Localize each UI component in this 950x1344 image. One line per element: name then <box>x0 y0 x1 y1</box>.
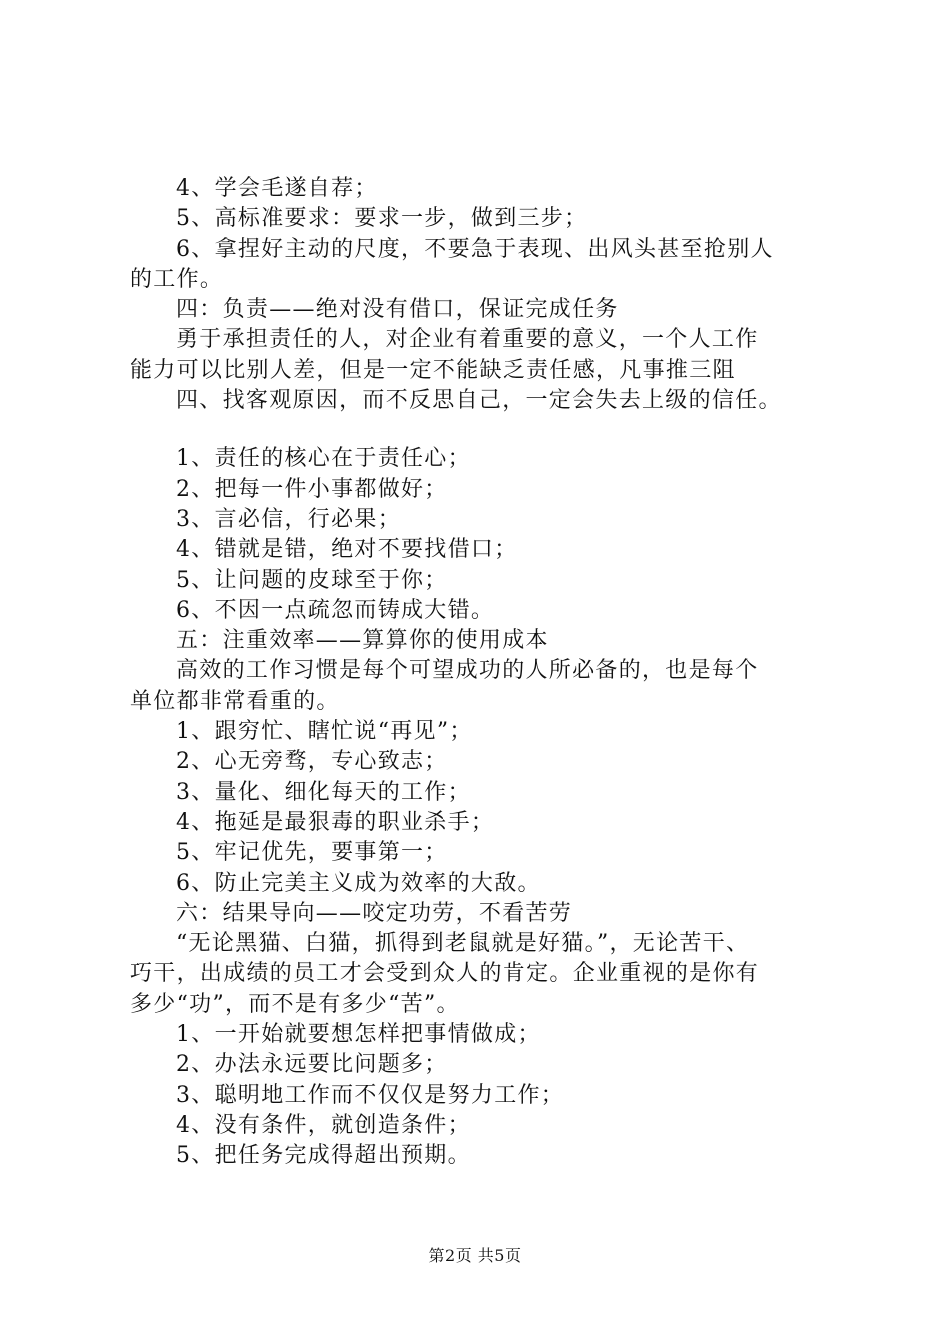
list-item: 4、拖延是最狠毒的职业杀手； <box>176 809 495 835</box>
paragraph-line: “无论黑猫、白猫，抓得到老鼠就是好猫。”，无论苦干、 <box>176 931 750 957</box>
page-number: 第2页 共5页 <box>428 1246 522 1265</box>
list-item: 5、把任务完成得超出预期。 <box>176 1143 471 1169</box>
list-item: 3、言必信，行必果； <box>176 506 401 532</box>
list-item: 2、把每一件小事都做好； <box>176 476 448 502</box>
list-item: 4、错就是错，绝对不要找借口； <box>176 537 518 563</box>
list-item: 3、量化、细化每天的工作； <box>176 779 471 805</box>
section-heading: 六：结果导向——咬定功劳，不看苦劳 <box>176 900 573 926</box>
list-item: 1、一开始就要想怎样把事情做成； <box>176 1022 541 1048</box>
page-footer <box>0 1243 950 1266</box>
section-heading: 四：负责——绝对没有借口，保证完成任务 <box>176 297 619 323</box>
list-item: 6、防止完美主义成为效率的大敌。 <box>176 870 541 896</box>
paragraph-line: 高效的工作习惯是每个可望成功的人所必备的，也是每个 <box>176 658 759 684</box>
paragraph-gap <box>130 416 850 444</box>
list-item: 5、让问题的皮球至于你； <box>176 567 448 593</box>
document-body <box>130 174 850 1172</box>
list-item: 3、聪明地工作而不仅仅是努力工作； <box>176 1082 565 1108</box>
section-heading: 五：注重效率——算算你的使用成本 <box>176 628 549 654</box>
list-item: 1、跟穷忙、瞎忙说“再见”； <box>176 719 473 745</box>
list-item: 6、不因一点疏忽而铸成大错。 <box>176 597 495 623</box>
paragraph-line: 勇于承担责任的人，对企业有着重要的意义，一个人工作 <box>176 327 759 353</box>
paragraph-line: 四、找客观原因，而不反思自己，一定会失去上级的信任。 <box>176 388 782 414</box>
paragraph-line: 单位都非常看重的。 <box>130 688 340 714</box>
list-item: 1、责任的核心在于责任心； <box>176 446 471 472</box>
list-item-continuation: 的工作。 <box>130 266 224 292</box>
paragraph-line: 巧干，出成绩的员工才会受到众人的肯定。企业重视的是你有 <box>130 961 760 987</box>
list-item: 5、高标准要求：要求一步，做到三步； <box>176 206 588 232</box>
paragraph-line: 多少“功”，而不是有多少“苦”。 <box>130 991 460 1017</box>
list-item: 4、学会毛遂自荐； <box>176 176 378 201</box>
paragraph-line: 能力可以比别人差，但是一定不能缺乏责任感，凡事推三阻 <box>130 357 736 383</box>
list-item: 6、拿捏好主动的尺度，不要急于表现、出风头甚至抢别人 <box>176 236 774 262</box>
list-item: 2、办法永远要比问题多； <box>176 1052 448 1078</box>
list-item: 4、没有条件，就创造条件； <box>176 1112 471 1138</box>
list-item: 5、牢记优先，要事第一； <box>176 840 448 866</box>
list-item: 2、心无旁骛，专心致志； <box>176 749 448 775</box>
